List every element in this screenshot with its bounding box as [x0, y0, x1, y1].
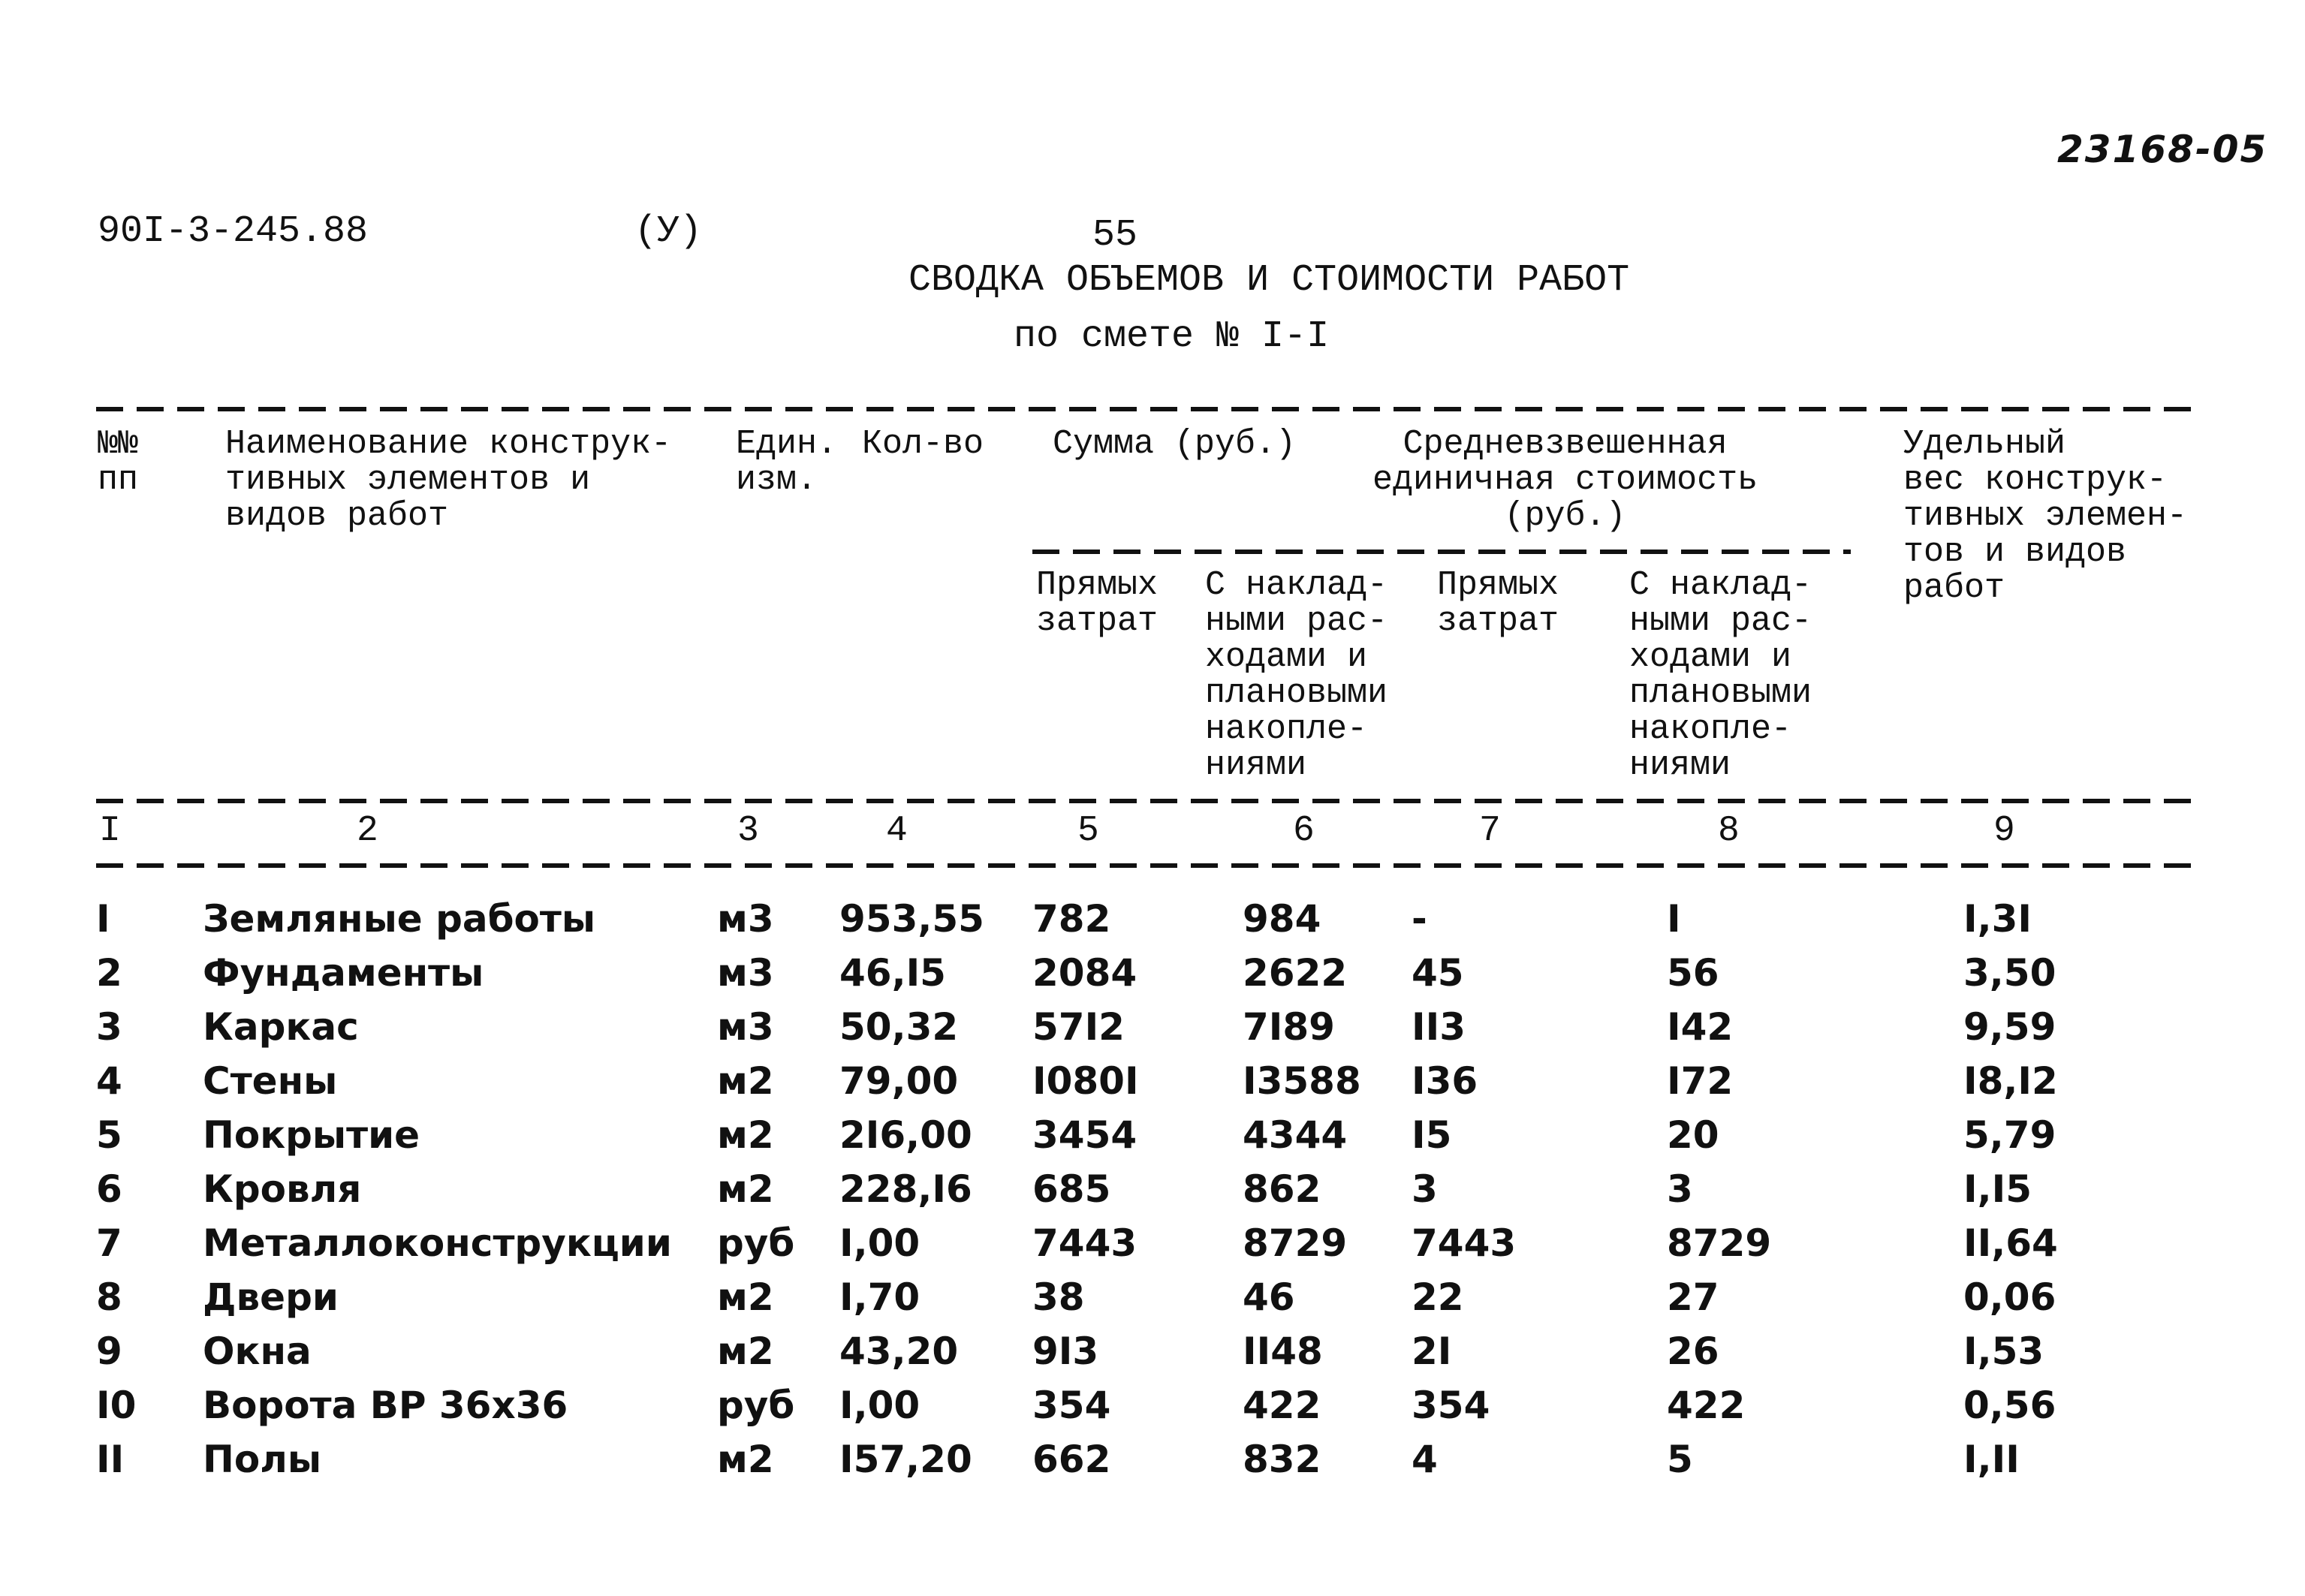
cell-row-number: 2	[96, 951, 122, 995]
cell-work-name: Стены	[203, 1059, 338, 1103]
cell-overhead-cost-sum: 8729	[1243, 1221, 1348, 1265]
cell-unit-direct-cost: I5	[1412, 1113, 1452, 1157]
cell-direct-cost-sum: 9I3	[1032, 1329, 1099, 1373]
cell-quantity: 50,32	[839, 1005, 959, 1049]
cell-unit-overhead-cost: I	[1667, 897, 1681, 941]
cell-overhead-cost-sum: 4344	[1243, 1113, 1348, 1157]
cell-row-number: I	[96, 897, 110, 941]
header-group-rule	[1032, 550, 1851, 554]
column-number-7: 7	[1479, 811, 1501, 851]
cell-quantity: 43,20	[839, 1329, 959, 1373]
cell-overhead-cost-sum: 984	[1243, 897, 1321, 941]
header-sum-group: Сумма (руб.)	[1053, 425, 1297, 463]
cell-unit-overhead-cost: 422	[1667, 1384, 1746, 1427]
cell-unit-direct-cost: 45	[1412, 951, 1464, 995]
column-number-9: 9	[1993, 811, 2015, 851]
cell-quantity: 2I6,00	[839, 1113, 972, 1157]
cell-row-number: 6	[96, 1167, 122, 1211]
cell-row-number: 3	[96, 1005, 122, 1049]
cell-specific-weight: I,I5	[1963, 1167, 2032, 1211]
cell-specific-weight: 3,50	[1963, 951, 2056, 995]
cell-work-name: Металлоконструкции	[203, 1221, 672, 1265]
header-col-8: С наклад- ными рас- ходами и плановыми накопле- ниями	[1629, 566, 1812, 784]
cell-direct-cost-sum: 782	[1032, 897, 1111, 941]
cell-unit-overhead-cost: 27	[1667, 1275, 1719, 1319]
column-number-5: 5	[1077, 811, 1099, 851]
column-numbers-rule	[96, 863, 2200, 868]
cell-unit-direct-cost: 22	[1412, 1275, 1464, 1319]
header-col-4: Кол-во	[862, 425, 984, 463]
page-title: СВОДКА ОБЪЕМОВ И СТОИМОСТИ РАБОТ	[908, 259, 1630, 302]
cell-unit-direct-cost: II3	[1412, 1005, 1466, 1049]
header-col-7: Прямых затрат	[1437, 566, 1559, 640]
cell-specific-weight: I,II	[1963, 1438, 2020, 1481]
cell-unit-overhead-cost: 3	[1667, 1167, 1693, 1211]
cell-specific-weight: 0,06	[1963, 1275, 2056, 1319]
cell-work-name: Каркас	[203, 1005, 359, 1049]
header-top-rule	[96, 407, 2200, 411]
cell-overhead-cost-sum: 7I89	[1243, 1005, 1335, 1049]
cell-unit-overhead-cost: 8729	[1667, 1221, 1772, 1265]
cell-work-name: Двери	[203, 1275, 339, 1319]
cell-quantity: 79,00	[839, 1059, 959, 1103]
cell-work-name: Земляные работы	[203, 897, 596, 941]
cell-unit: руб	[717, 1221, 795, 1265]
cell-direct-cost-sum: I080I	[1032, 1059, 1139, 1103]
cell-specific-weight: I,3I	[1963, 897, 2032, 941]
column-number-6: 6	[1293, 811, 1315, 851]
column-number-1: I	[99, 811, 121, 851]
cell-work-name: Ворота ВР 36х36	[203, 1384, 568, 1427]
column-number-8: 8	[1718, 811, 1740, 851]
cell-row-number: 8	[96, 1275, 122, 1319]
cell-quantity: 228,I6	[839, 1167, 972, 1211]
cell-unit-direct-cost: -	[1412, 897, 1427, 941]
cell-specific-weight: 5,79	[1963, 1113, 2056, 1157]
cell-direct-cost-sum: 2084	[1032, 951, 1137, 995]
cell-unit-overhead-cost: 20	[1667, 1113, 1719, 1157]
cell-unit-overhead-cost: 56	[1667, 951, 1719, 995]
cell-unit-direct-cost: 4	[1412, 1438, 1438, 1481]
handwritten-reference: 23168-05	[2057, 128, 2268, 171]
cell-quantity: I,70	[839, 1275, 920, 1319]
column-number-3: 3	[737, 811, 759, 851]
column-number-2: 2	[357, 811, 378, 851]
cell-specific-weight: II,64	[1963, 1221, 2058, 1265]
cell-direct-cost-sum: 7443	[1032, 1221, 1137, 1265]
cell-quantity: 953,55	[839, 897, 984, 941]
column-number-4: 4	[886, 811, 908, 851]
cell-direct-cost-sum: 354	[1032, 1384, 1111, 1427]
cell-unit-direct-cost: I36	[1412, 1059, 1478, 1103]
cell-unit-overhead-cost: 26	[1667, 1329, 1719, 1373]
cell-quantity: I,00	[839, 1221, 920, 1265]
cell-overhead-cost-sum: 862	[1243, 1167, 1321, 1211]
cell-row-number: 4	[96, 1059, 122, 1103]
header-col-6: С наклад- ными рас- ходами и плановыми накопле- ниями	[1205, 566, 1388, 784]
cell-quantity: I,00	[839, 1384, 920, 1427]
cell-specific-weight: 0,56	[1963, 1384, 2056, 1427]
cell-unit: м3	[717, 897, 774, 941]
document-mark: (У)	[634, 210, 703, 253]
cell-work-name: Покрытие	[203, 1113, 420, 1157]
cell-overhead-cost-sum: I3588	[1243, 1059, 1361, 1103]
cell-unit-direct-cost: 3	[1412, 1167, 1438, 1211]
cell-overhead-cost-sum: 2622	[1243, 951, 1348, 995]
header-average-group: Средневзвешенная единичная стоимость (руб.)	[1372, 425, 1758, 535]
cell-work-name: Кровля	[203, 1167, 362, 1211]
cell-direct-cost-sum: 38	[1032, 1275, 1085, 1319]
header-col-2: Наименование конструк- тивных элементов и видов работ	[225, 425, 672, 535]
cell-specific-weight: 9,59	[1963, 1005, 2056, 1049]
cell-overhead-cost-sum: 46	[1243, 1275, 1295, 1319]
cell-unit: м2	[717, 1438, 774, 1481]
cell-unit-direct-cost: 354	[1412, 1384, 1490, 1427]
cell-unit: руб	[717, 1384, 795, 1427]
cell-direct-cost-sum: 57I2	[1032, 1005, 1125, 1049]
cell-work-name: Фундаменты	[203, 951, 484, 995]
cell-overhead-cost-sum: 832	[1243, 1438, 1321, 1481]
cell-direct-cost-sum: 685	[1032, 1167, 1111, 1211]
cell-unit-direct-cost: 7443	[1412, 1221, 1517, 1265]
cell-specific-weight: I8,I2	[1963, 1059, 2058, 1103]
cell-work-name: Окна	[203, 1329, 312, 1373]
cell-row-number: 7	[96, 1221, 122, 1265]
cell-direct-cost-sum: 662	[1032, 1438, 1111, 1481]
cell-unit-overhead-cost: I42	[1667, 1005, 1734, 1049]
cell-unit: м2	[717, 1329, 774, 1373]
page-subtitle: по смете № I-I	[1014, 315, 1330, 358]
cell-overhead-cost-sum: 422	[1243, 1384, 1321, 1427]
cell-unit: м2	[717, 1059, 774, 1103]
cell-work-name: Полы	[203, 1438, 322, 1481]
cell-quantity: I57,20	[839, 1438, 972, 1481]
cell-unit-overhead-cost: 5	[1667, 1438, 1693, 1481]
cell-unit-direct-cost: 2I	[1412, 1329, 1452, 1373]
cell-unit: м3	[717, 951, 774, 995]
cell-specific-weight: I,53	[1963, 1329, 2044, 1373]
header-col-9: Удельный вес конструк- тивных элемен- тов и видов работ	[1903, 425, 2188, 607]
cell-direct-cost-sum: 3454	[1032, 1113, 1137, 1157]
cell-unit: м2	[717, 1113, 774, 1157]
document-code: 90I-3-245.88	[98, 210, 369, 253]
cell-quantity: 46,I5	[839, 951, 946, 995]
page-number: 55	[1092, 214, 1138, 257]
header-col-3: Един. изм.	[736, 425, 838, 499]
cell-unit: м2	[717, 1167, 774, 1211]
cell-unit-overhead-cost: I72	[1667, 1059, 1734, 1103]
cell-unit: м2	[717, 1275, 774, 1319]
cell-row-number: I0	[96, 1384, 137, 1427]
cell-row-number: 5	[96, 1113, 122, 1157]
header-bottom-rule	[96, 799, 2200, 803]
header-col-5: Прямых затрат	[1036, 566, 1159, 640]
cell-row-number: II	[96, 1438, 125, 1481]
cell-overhead-cost-sum: II48	[1243, 1329, 1323, 1373]
cell-row-number: 9	[96, 1329, 122, 1373]
header-col-1: №№ пп	[98, 425, 139, 499]
cell-unit: м3	[717, 1005, 774, 1049]
